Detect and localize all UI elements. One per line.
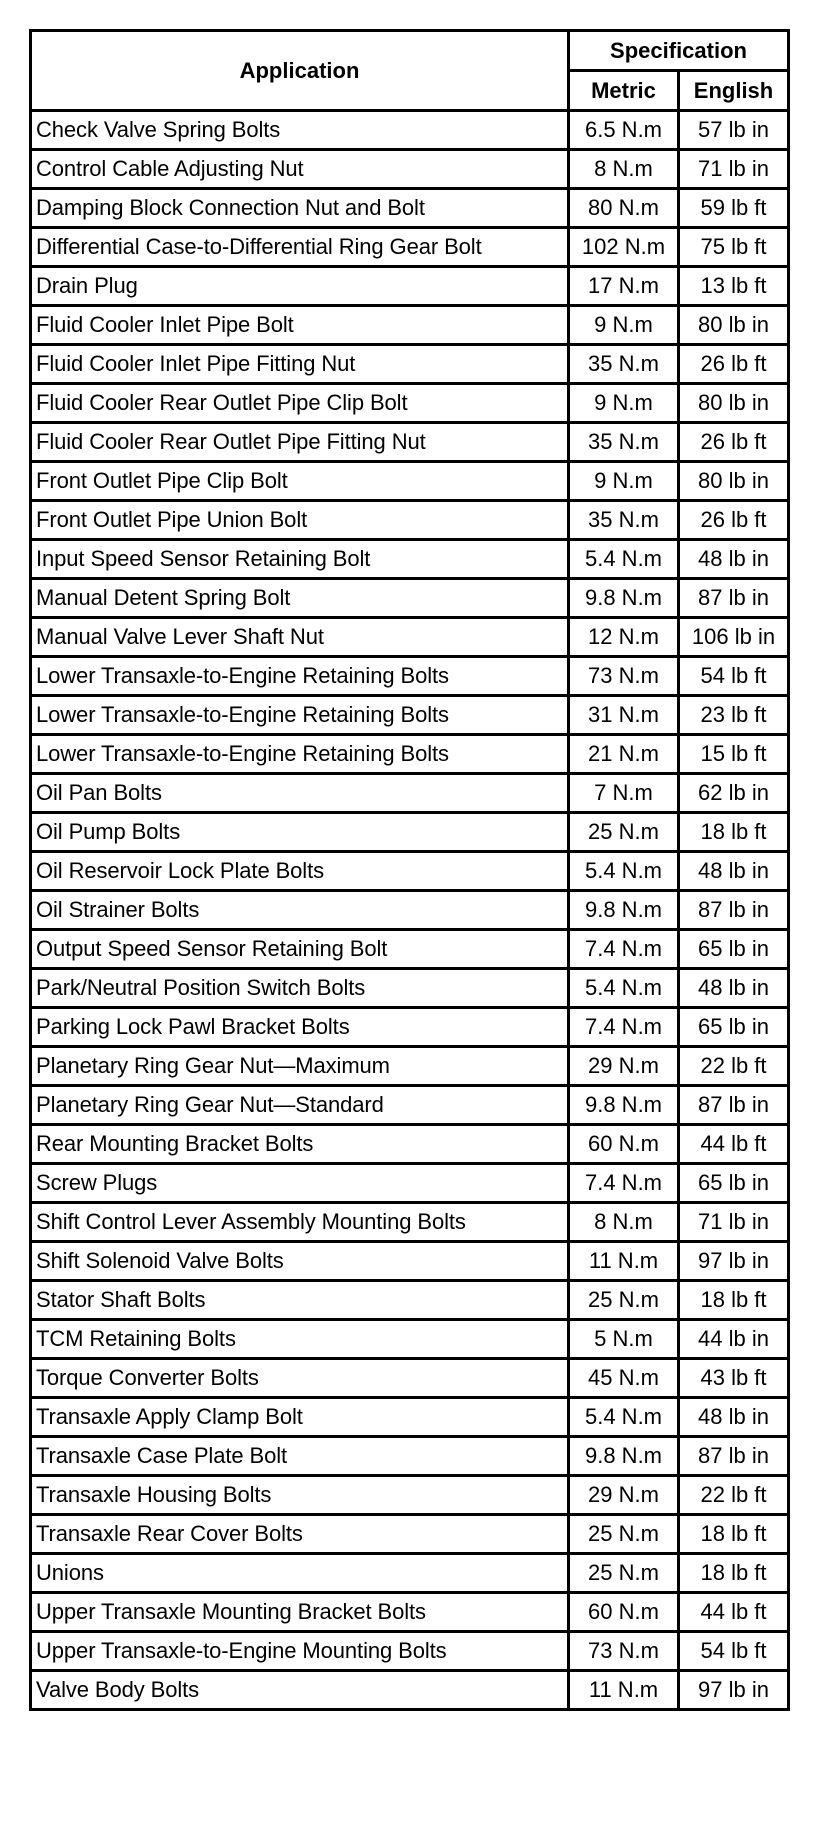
metric-value-cell: 25 N.m xyxy=(569,1554,679,1593)
table-row xyxy=(31,618,789,657)
english-value-cell: 22 lb ft xyxy=(679,1476,789,1515)
application-cell: Drain Plug xyxy=(31,267,569,306)
metric-value-cell: 5.4 N.m xyxy=(569,540,679,579)
metric-value-cell: 35 N.m xyxy=(569,501,679,540)
metric-value-cell: 9.8 N.m xyxy=(569,579,679,618)
application-cell: Manual Valve Lever Shaft Nut xyxy=(31,618,569,657)
english-value-cell: 80 lb in xyxy=(679,306,789,345)
table-row xyxy=(31,1671,789,1710)
metric-value-cell: 45 N.m xyxy=(569,1359,679,1398)
metric-value-cell: 102 N.m xyxy=(569,228,679,267)
table-row xyxy=(31,111,789,150)
table-row xyxy=(31,462,789,501)
table-row xyxy=(31,735,789,774)
application-cell: Control Cable Adjusting Nut xyxy=(31,150,569,189)
application-cell: Fluid Cooler Rear Outlet Pipe Clip Bolt xyxy=(31,384,569,423)
english-value-cell: 44 lb ft xyxy=(679,1125,789,1164)
metric-value-cell: 8 N.m xyxy=(569,1203,679,1242)
application-cell: Unions xyxy=(31,1554,569,1593)
english-value-cell: 65 lb in xyxy=(679,1008,789,1047)
english-value-cell: 26 lb ft xyxy=(679,423,789,462)
application-cell: Front Outlet Pipe Clip Bolt xyxy=(31,462,569,501)
english-value-cell: 87 lb in xyxy=(679,1437,789,1476)
metric-value-cell: 11 N.m xyxy=(569,1671,679,1710)
application-cell: Shift Control Lever Assembly Mounting Bolts xyxy=(31,1203,569,1242)
application-cell: Torque Converter Bolts xyxy=(31,1359,569,1398)
application-cell: Lower Transaxle-to-Engine Retaining Bolts xyxy=(31,657,569,696)
application-cell: Check Valve Spring Bolts xyxy=(31,111,569,150)
metric-value-cell: 7.4 N.m xyxy=(569,930,679,969)
application-cell: Input Speed Sensor Retaining Bolt xyxy=(31,540,569,579)
english-value-cell: 54 lb ft xyxy=(679,1632,789,1671)
table-row xyxy=(31,1632,789,1671)
metric-value-cell: 5.4 N.m xyxy=(569,969,679,1008)
application-cell: Fluid Cooler Inlet Pipe Fitting Nut xyxy=(31,345,569,384)
english-value-cell: 80 lb in xyxy=(679,462,789,501)
table-row xyxy=(31,969,789,1008)
english-value-cell: 97 lb in xyxy=(679,1671,789,1710)
english-value-cell: 44 lb ft xyxy=(679,1593,789,1632)
table-row xyxy=(31,696,789,735)
metric-value-cell: 7 N.m xyxy=(569,774,679,813)
metric-value-cell: 29 N.m xyxy=(569,1047,679,1086)
application-cell: Oil Pump Bolts xyxy=(31,813,569,852)
table-row xyxy=(31,1437,789,1476)
table-row xyxy=(31,891,789,930)
english-value-cell: 48 lb in xyxy=(679,969,789,1008)
metric-value-cell: 73 N.m xyxy=(569,1632,679,1671)
metric-value-cell: 9.8 N.m xyxy=(569,1437,679,1476)
application-cell: Transaxle Housing Bolts xyxy=(31,1476,569,1515)
metric-header: Metric xyxy=(569,71,679,111)
metric-value-cell: 25 N.m xyxy=(569,1281,679,1320)
application-cell: Valve Body Bolts xyxy=(31,1671,569,1710)
metric-value-cell: 25 N.m xyxy=(569,1515,679,1554)
metric-value-cell: 29 N.m xyxy=(569,1476,679,1515)
english-value-cell: 13 lb ft xyxy=(679,267,789,306)
table-body xyxy=(31,111,789,1710)
application-cell: Rear Mounting Bracket Bolts xyxy=(31,1125,569,1164)
english-value-cell: 23 lb ft xyxy=(679,696,789,735)
english-value-cell: 80 lb in xyxy=(679,384,789,423)
table-row xyxy=(31,930,789,969)
metric-value-cell: 9 N.m xyxy=(569,384,679,423)
english-value-cell: 18 lb ft xyxy=(679,813,789,852)
metric-value-cell: 8 N.m xyxy=(569,150,679,189)
english-value-cell: 18 lb ft xyxy=(679,1515,789,1554)
metric-value-cell: 60 N.m xyxy=(569,1125,679,1164)
english-value-cell: 87 lb in xyxy=(679,891,789,930)
table-row xyxy=(31,657,789,696)
application-cell: Lower Transaxle-to-Engine Retaining Bolts xyxy=(31,735,569,774)
metric-value-cell: 5.4 N.m xyxy=(569,852,679,891)
metric-value-cell: 35 N.m xyxy=(569,423,679,462)
table-row xyxy=(31,1320,789,1359)
table-row xyxy=(31,189,789,228)
english-value-cell: 26 lb ft xyxy=(679,345,789,384)
specification-header: Specification xyxy=(569,31,789,71)
metric-value-cell: 9 N.m xyxy=(569,462,679,501)
english-value-cell: 106 lb in xyxy=(679,618,789,657)
application-cell: Differential Case-to-Differential Ring Gear Bolt xyxy=(31,228,569,267)
table-row xyxy=(31,1086,789,1125)
application-cell: Output Speed Sensor Retaining Bolt xyxy=(31,930,569,969)
application-cell: Shift Solenoid Valve Bolts xyxy=(31,1242,569,1281)
table-row xyxy=(31,1593,789,1632)
table-row xyxy=(31,1281,789,1320)
english-value-cell: 62 lb in xyxy=(679,774,789,813)
english-value-cell: 44 lb in xyxy=(679,1320,789,1359)
table-row xyxy=(31,540,789,579)
english-value-cell: 43 lb ft xyxy=(679,1359,789,1398)
application-header: Application xyxy=(31,31,569,111)
english-value-cell: 18 lb ft xyxy=(679,1554,789,1593)
english-value-cell: 54 lb ft xyxy=(679,657,789,696)
application-cell: Front Outlet Pipe Union Bolt xyxy=(31,501,569,540)
english-value-cell: 59 lb ft xyxy=(679,189,789,228)
application-cell: Fluid Cooler Rear Outlet Pipe Fitting Nut xyxy=(31,423,569,462)
english-value-cell: 71 lb in xyxy=(679,150,789,189)
metric-value-cell: 73 N.m xyxy=(569,657,679,696)
table-row xyxy=(31,813,789,852)
table-row xyxy=(31,306,789,345)
application-cell: Stator Shaft Bolts xyxy=(31,1281,569,1320)
english-value-cell: 75 lb ft xyxy=(679,228,789,267)
english-value-cell: 65 lb in xyxy=(679,930,789,969)
application-cell: Damping Block Connection Nut and Bolt xyxy=(31,189,569,228)
english-value-cell: 26 lb ft xyxy=(679,501,789,540)
metric-value-cell: 9.8 N.m xyxy=(569,891,679,930)
english-value-cell: 87 lb in xyxy=(679,1086,789,1125)
table-row xyxy=(31,1008,789,1047)
application-cell: Planetary Ring Gear Nut—Standard xyxy=(31,1086,569,1125)
table-row xyxy=(31,1554,789,1593)
english-value-cell: 87 lb in xyxy=(679,579,789,618)
application-cell: Transaxle Case Plate Bolt xyxy=(31,1437,569,1476)
english-value-cell: 65 lb in xyxy=(679,1164,789,1203)
table-row xyxy=(31,384,789,423)
table-row xyxy=(31,1515,789,1554)
table-row xyxy=(31,345,789,384)
metric-value-cell: 7.4 N.m xyxy=(569,1008,679,1047)
application-cell: Fluid Cooler Inlet Pipe Bolt xyxy=(31,306,569,345)
metric-value-cell: 17 N.m xyxy=(569,267,679,306)
table-row xyxy=(31,1047,789,1086)
table-row xyxy=(31,1203,789,1242)
application-cell: Oil Strainer Bolts xyxy=(31,891,569,930)
application-cell: Upper Transaxle Mounting Bracket Bolts xyxy=(31,1593,569,1632)
english-value-cell: 15 lb ft xyxy=(679,735,789,774)
metric-value-cell: 5.4 N.m xyxy=(569,1398,679,1437)
metric-value-cell: 9 N.m xyxy=(569,306,679,345)
metric-value-cell: 35 N.m xyxy=(569,345,679,384)
table-row xyxy=(31,774,789,813)
application-cell: Lower Transaxle-to-Engine Retaining Bolts xyxy=(31,696,569,735)
metric-value-cell: 25 N.m xyxy=(569,813,679,852)
header-row-top xyxy=(31,31,789,71)
table-row xyxy=(31,423,789,462)
english-value-cell: 18 lb ft xyxy=(679,1281,789,1320)
metric-value-cell: 11 N.m xyxy=(569,1242,679,1281)
metric-value-cell: 21 N.m xyxy=(569,735,679,774)
table-row xyxy=(31,267,789,306)
application-cell: Park/Neutral Position Switch Bolts xyxy=(31,969,569,1008)
application-cell: Transaxle Apply Clamp Bolt xyxy=(31,1398,569,1437)
english-value-cell: 22 lb ft xyxy=(679,1047,789,1086)
application-cell: Screw Plugs xyxy=(31,1164,569,1203)
fastener-specification-table xyxy=(29,29,790,1711)
table-row xyxy=(31,1359,789,1398)
application-cell: Upper Transaxle-to-Engine Mounting Bolts xyxy=(31,1632,569,1671)
application-cell: Parking Lock Pawl Bracket Bolts xyxy=(31,1008,569,1047)
table-row xyxy=(31,228,789,267)
metric-value-cell: 9.8 N.m xyxy=(569,1086,679,1125)
english-value-cell: 48 lb in xyxy=(679,1398,789,1437)
table-row xyxy=(31,579,789,618)
metric-value-cell: 80 N.m xyxy=(569,189,679,228)
english-value-cell: 48 lb in xyxy=(679,852,789,891)
table-row xyxy=(31,150,789,189)
english-value-cell: 57 lb in xyxy=(679,111,789,150)
table-row xyxy=(31,1242,789,1281)
metric-value-cell: 60 N.m xyxy=(569,1593,679,1632)
metric-value-cell: 5 N.m xyxy=(569,1320,679,1359)
application-cell: Manual Detent Spring Bolt xyxy=(31,579,569,618)
application-cell: Oil Reservoir Lock Plate Bolts xyxy=(31,852,569,891)
metric-value-cell: 7.4 N.m xyxy=(569,1164,679,1203)
metric-value-cell: 6.5 N.m xyxy=(569,111,679,150)
table-row xyxy=(31,1476,789,1515)
table-row xyxy=(31,1164,789,1203)
english-value-cell: 71 lb in xyxy=(679,1203,789,1242)
english-value-cell: 48 lb in xyxy=(679,540,789,579)
application-cell: Planetary Ring Gear Nut—Maximum xyxy=(31,1047,569,1086)
table-row xyxy=(31,852,789,891)
english-header: English xyxy=(679,71,789,111)
application-cell: TCM Retaining Bolts xyxy=(31,1320,569,1359)
table-row xyxy=(31,1125,789,1164)
application-cell: Oil Pan Bolts xyxy=(31,774,569,813)
table-row xyxy=(31,1398,789,1437)
application-cell: Transaxle Rear Cover Bolts xyxy=(31,1515,569,1554)
metric-value-cell: 31 N.m xyxy=(569,696,679,735)
metric-value-cell: 12 N.m xyxy=(569,618,679,657)
english-value-cell: 97 lb in xyxy=(679,1242,789,1281)
table-row xyxy=(31,501,789,540)
